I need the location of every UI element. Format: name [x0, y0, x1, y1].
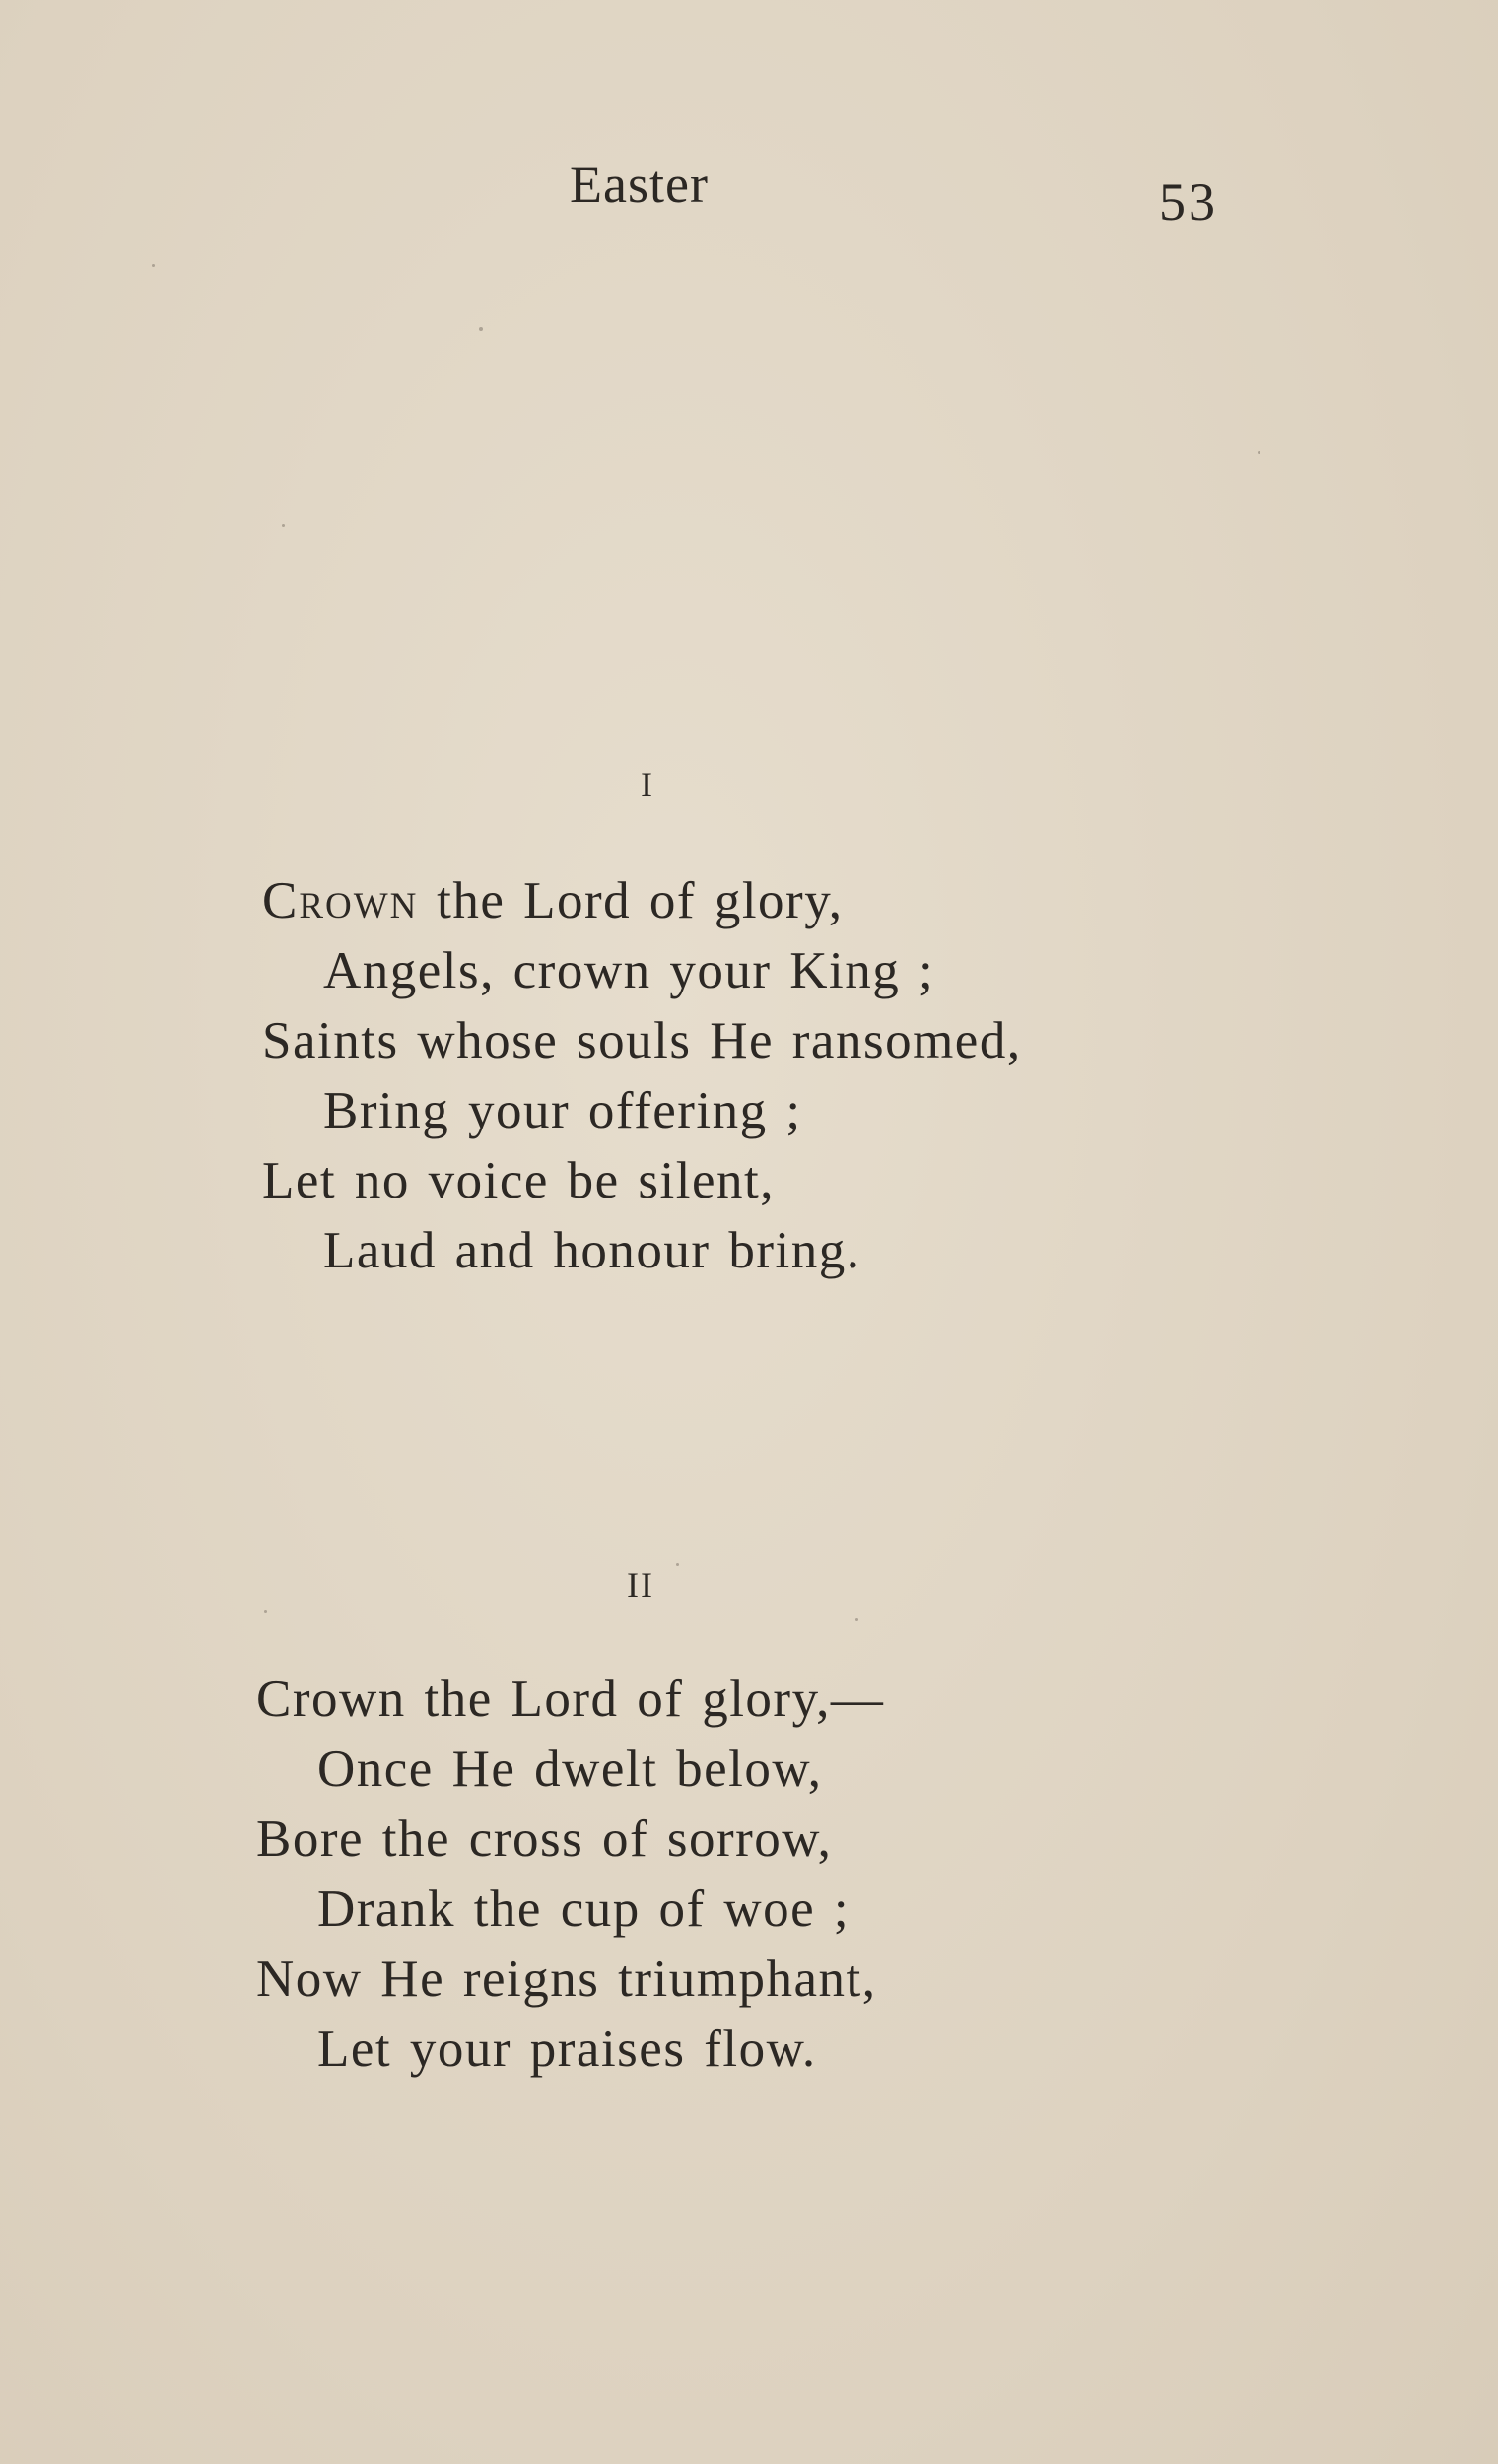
stanza-1-line-1 — [262, 866, 1022, 936]
stanza-1-line-3: Saints whose souls He ransomed, — [262, 1012, 1022, 1069]
stanza-2-line-4: Drank the cup of woe ; — [317, 1881, 851, 1938]
stanza-1-line-5: Let no voice be silent, — [262, 1152, 775, 1209]
stanza-1 — [262, 866, 1022, 1286]
stanza-2-line-5: Now He reigns triumphant, — [256, 1951, 877, 2008]
paper-speck — [1258, 451, 1260, 454]
stanza-numeral-1: I — [641, 765, 654, 804]
stanza-2-line-3: Bore the cross of sorrow, — [256, 1811, 833, 1868]
paper-speck — [264, 1610, 267, 1613]
paper-speck — [282, 524, 285, 527]
stanza-1-line-2: Angels, crown your King ; — [323, 942, 935, 999]
paper-speck — [152, 264, 155, 267]
stanza-2-line-1: Crown the Lord of glory,— — [256, 1671, 885, 1728]
stanza-1-line-4: Bring your offering ; — [323, 1082, 802, 1139]
stanza-2-line-2: Once He dwelt below, — [317, 1741, 823, 1798]
paper-speck — [479, 327, 483, 331]
stanza-2 — [256, 1665, 884, 2085]
drop-word: Crown — [262, 872, 419, 929]
running-head-title: Easter — [570, 155, 709, 214]
paper-speck — [676, 1563, 679, 1566]
line-text: the Lord of glory, — [437, 872, 844, 929]
paper-speck — [855, 1618, 858, 1621]
stanza-2-line-6: Let your praises flow. — [317, 2020, 817, 2078]
page-number: 53 — [1159, 172, 1218, 232]
stanza-1-line-6: Laud and honour bring. — [323, 1222, 861, 1279]
stanza-numeral-2: II — [627, 1565, 654, 1605]
